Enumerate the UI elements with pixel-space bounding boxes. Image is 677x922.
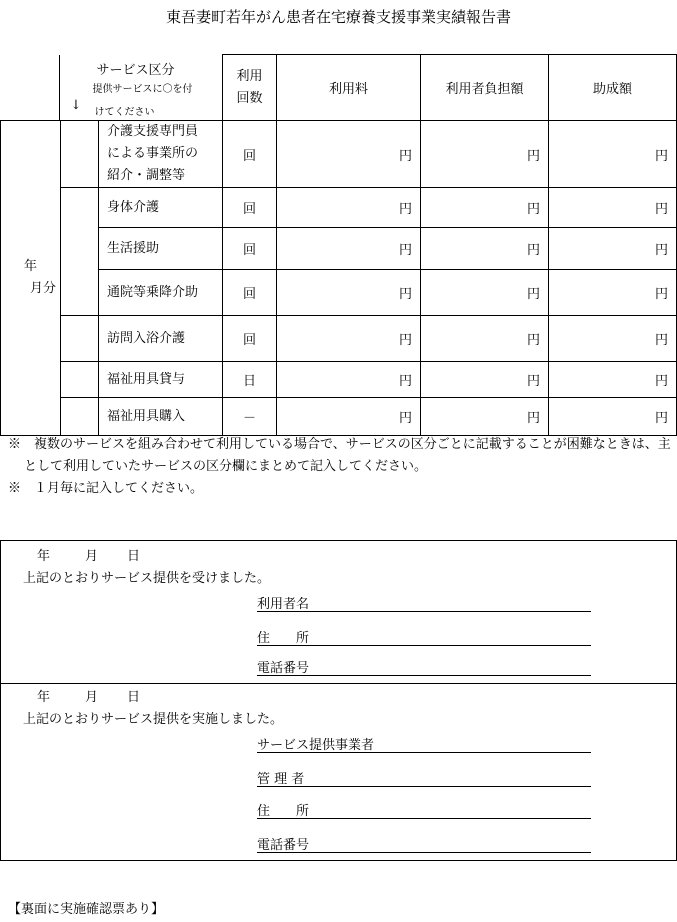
service-name: 身体介護 (99, 188, 223, 228)
circle-mark-cell-4[interactable] (61, 362, 99, 398)
year-label: 年 (23, 259, 37, 274)
user-burden-header: 利用者負担額 (421, 55, 549, 121)
report-table (0, 54, 677, 436)
usage-unit[interactable]: 日 (223, 362, 277, 398)
subsidy-cell[interactable]: 円 (549, 121, 677, 188)
provider-name-field[interactable]: サービス提供事業者 (257, 734, 591, 753)
subsidy-cell[interactable]: 円 (549, 270, 677, 316)
table-header-row (1, 55, 677, 121)
service-name: 介護支援専門員 による事業所の 紹介・調整等 (99, 121, 223, 188)
burden-cell[interactable]: 円 (421, 362, 549, 398)
burden-cell[interactable]: 円 (421, 228, 549, 270)
subsidy-cell[interactable]: 円 (549, 228, 677, 270)
fee-cell[interactable]: 円 (277, 121, 421, 188)
fee-cell[interactable]: 円 (277, 228, 421, 270)
subsidy-cell[interactable]: 円 (549, 398, 677, 436)
circle-mark-cell-1[interactable] (61, 121, 99, 188)
service-name: 福祉用具購入 (99, 398, 223, 436)
arrow-down-icon: ↓ (70, 97, 82, 113)
table-row (1, 270, 677, 316)
service-name: 生活援助 (99, 228, 223, 270)
fee-cell[interactable]: 円 (277, 398, 421, 436)
burden-cell[interactable]: 円 (421, 316, 549, 362)
circle-mark-cell-5[interactable] (61, 398, 99, 436)
usage-unit[interactable]: 回 (223, 270, 277, 316)
fee-cell[interactable]: 円 (277, 270, 421, 316)
service-name: 訪問入浴介護 (99, 316, 223, 362)
usage-count-header: 利用 回数 (223, 55, 277, 121)
subsidy-cell[interactable]: 円 (549, 316, 677, 362)
subsidy-cell[interactable]: 円 (549, 188, 677, 228)
burden-cell[interactable]: 円 (421, 270, 549, 316)
service-category-label: サービス区分 (96, 62, 175, 78)
usage-unit[interactable]: 回 (223, 121, 277, 188)
subsidy-header: 助成額 (549, 55, 677, 121)
table-row (1, 188, 677, 228)
service-name: 福祉用具貸与 (99, 362, 223, 398)
provider-address-field[interactable]: 住 所 (257, 800, 591, 819)
burden-cell[interactable]: 円 (421, 188, 549, 228)
circle-mark-cell-2[interactable] (61, 188, 99, 316)
month-label: 月分 (29, 281, 56, 296)
user-confirmation-box: 年 月 日 上記のとおりサービス提供を受けました。 利用者名 住 所 電話番号 (0, 540, 677, 684)
user-statement: 上記のとおりサービス提供を受けました。 (23, 571, 271, 586)
provider-confirmation-box: 年 月 日 上記のとおりサービス提供を実施しました。 サービス提供事業者 管 理 者 住 所 電話番号 (0, 682, 677, 861)
service-category-header (1, 55, 223, 121)
service-name: 通院等乗降介助 (99, 270, 223, 316)
user-address-field[interactable]: 住 所 (257, 627, 591, 646)
user-phone-field[interactable]: 電話番号 (257, 657, 591, 676)
note-2: ※ １月毎に記入してください。 (8, 481, 204, 496)
table-row (1, 316, 677, 362)
footer-note: 【裏面に実施確認票あり】 (8, 902, 165, 917)
usage-unit[interactable]: 回 (223, 188, 277, 228)
usage-unit[interactable]: － (223, 398, 277, 436)
circle-mark-cell-3[interactable] (61, 316, 99, 362)
table-row (1, 398, 677, 436)
notes (8, 434, 676, 500)
burden-cell[interactable]: 円 (421, 121, 549, 188)
fee-cell[interactable]: 円 (277, 188, 421, 228)
usage-unit[interactable]: 回 (223, 228, 277, 270)
period-cell (1, 121, 61, 436)
subsidy-cell[interactable]: 円 (549, 362, 677, 398)
provider-statement: 上記のとおりサービス提供を実施しました。 (23, 712, 284, 727)
usage-unit[interactable]: 回 (223, 316, 277, 362)
page-title: 東吾妻町若年がん患者在宅療養支援事業実績報告書 (165, 8, 511, 26)
table-row (1, 228, 677, 270)
fee-cell[interactable]: 円 (277, 362, 421, 398)
provider-phone-field[interactable]: 電話番号 (257, 834, 591, 853)
circle-instruction-2: けてください (94, 106, 155, 118)
fee-header: 利用料 (277, 55, 421, 121)
manager-field[interactable]: 管 理 者 (257, 768, 591, 787)
burden-cell[interactable]: 円 (421, 398, 549, 436)
fee-cell[interactable]: 円 (277, 316, 421, 362)
circle-instruction-1: 提供サービスに〇を付 (92, 83, 193, 95)
table-row (1, 121, 677, 188)
note-1: ※ 複数のサービスを組み合わせて利用している場合で、サービスの区分ごとに記載することが困難なときは、主として利用していたサービスの区分欄にまとめて記入してください。 (8, 437, 671, 474)
table-row (1, 362, 677, 398)
user-name-field[interactable]: 利用者名 (257, 593, 591, 612)
